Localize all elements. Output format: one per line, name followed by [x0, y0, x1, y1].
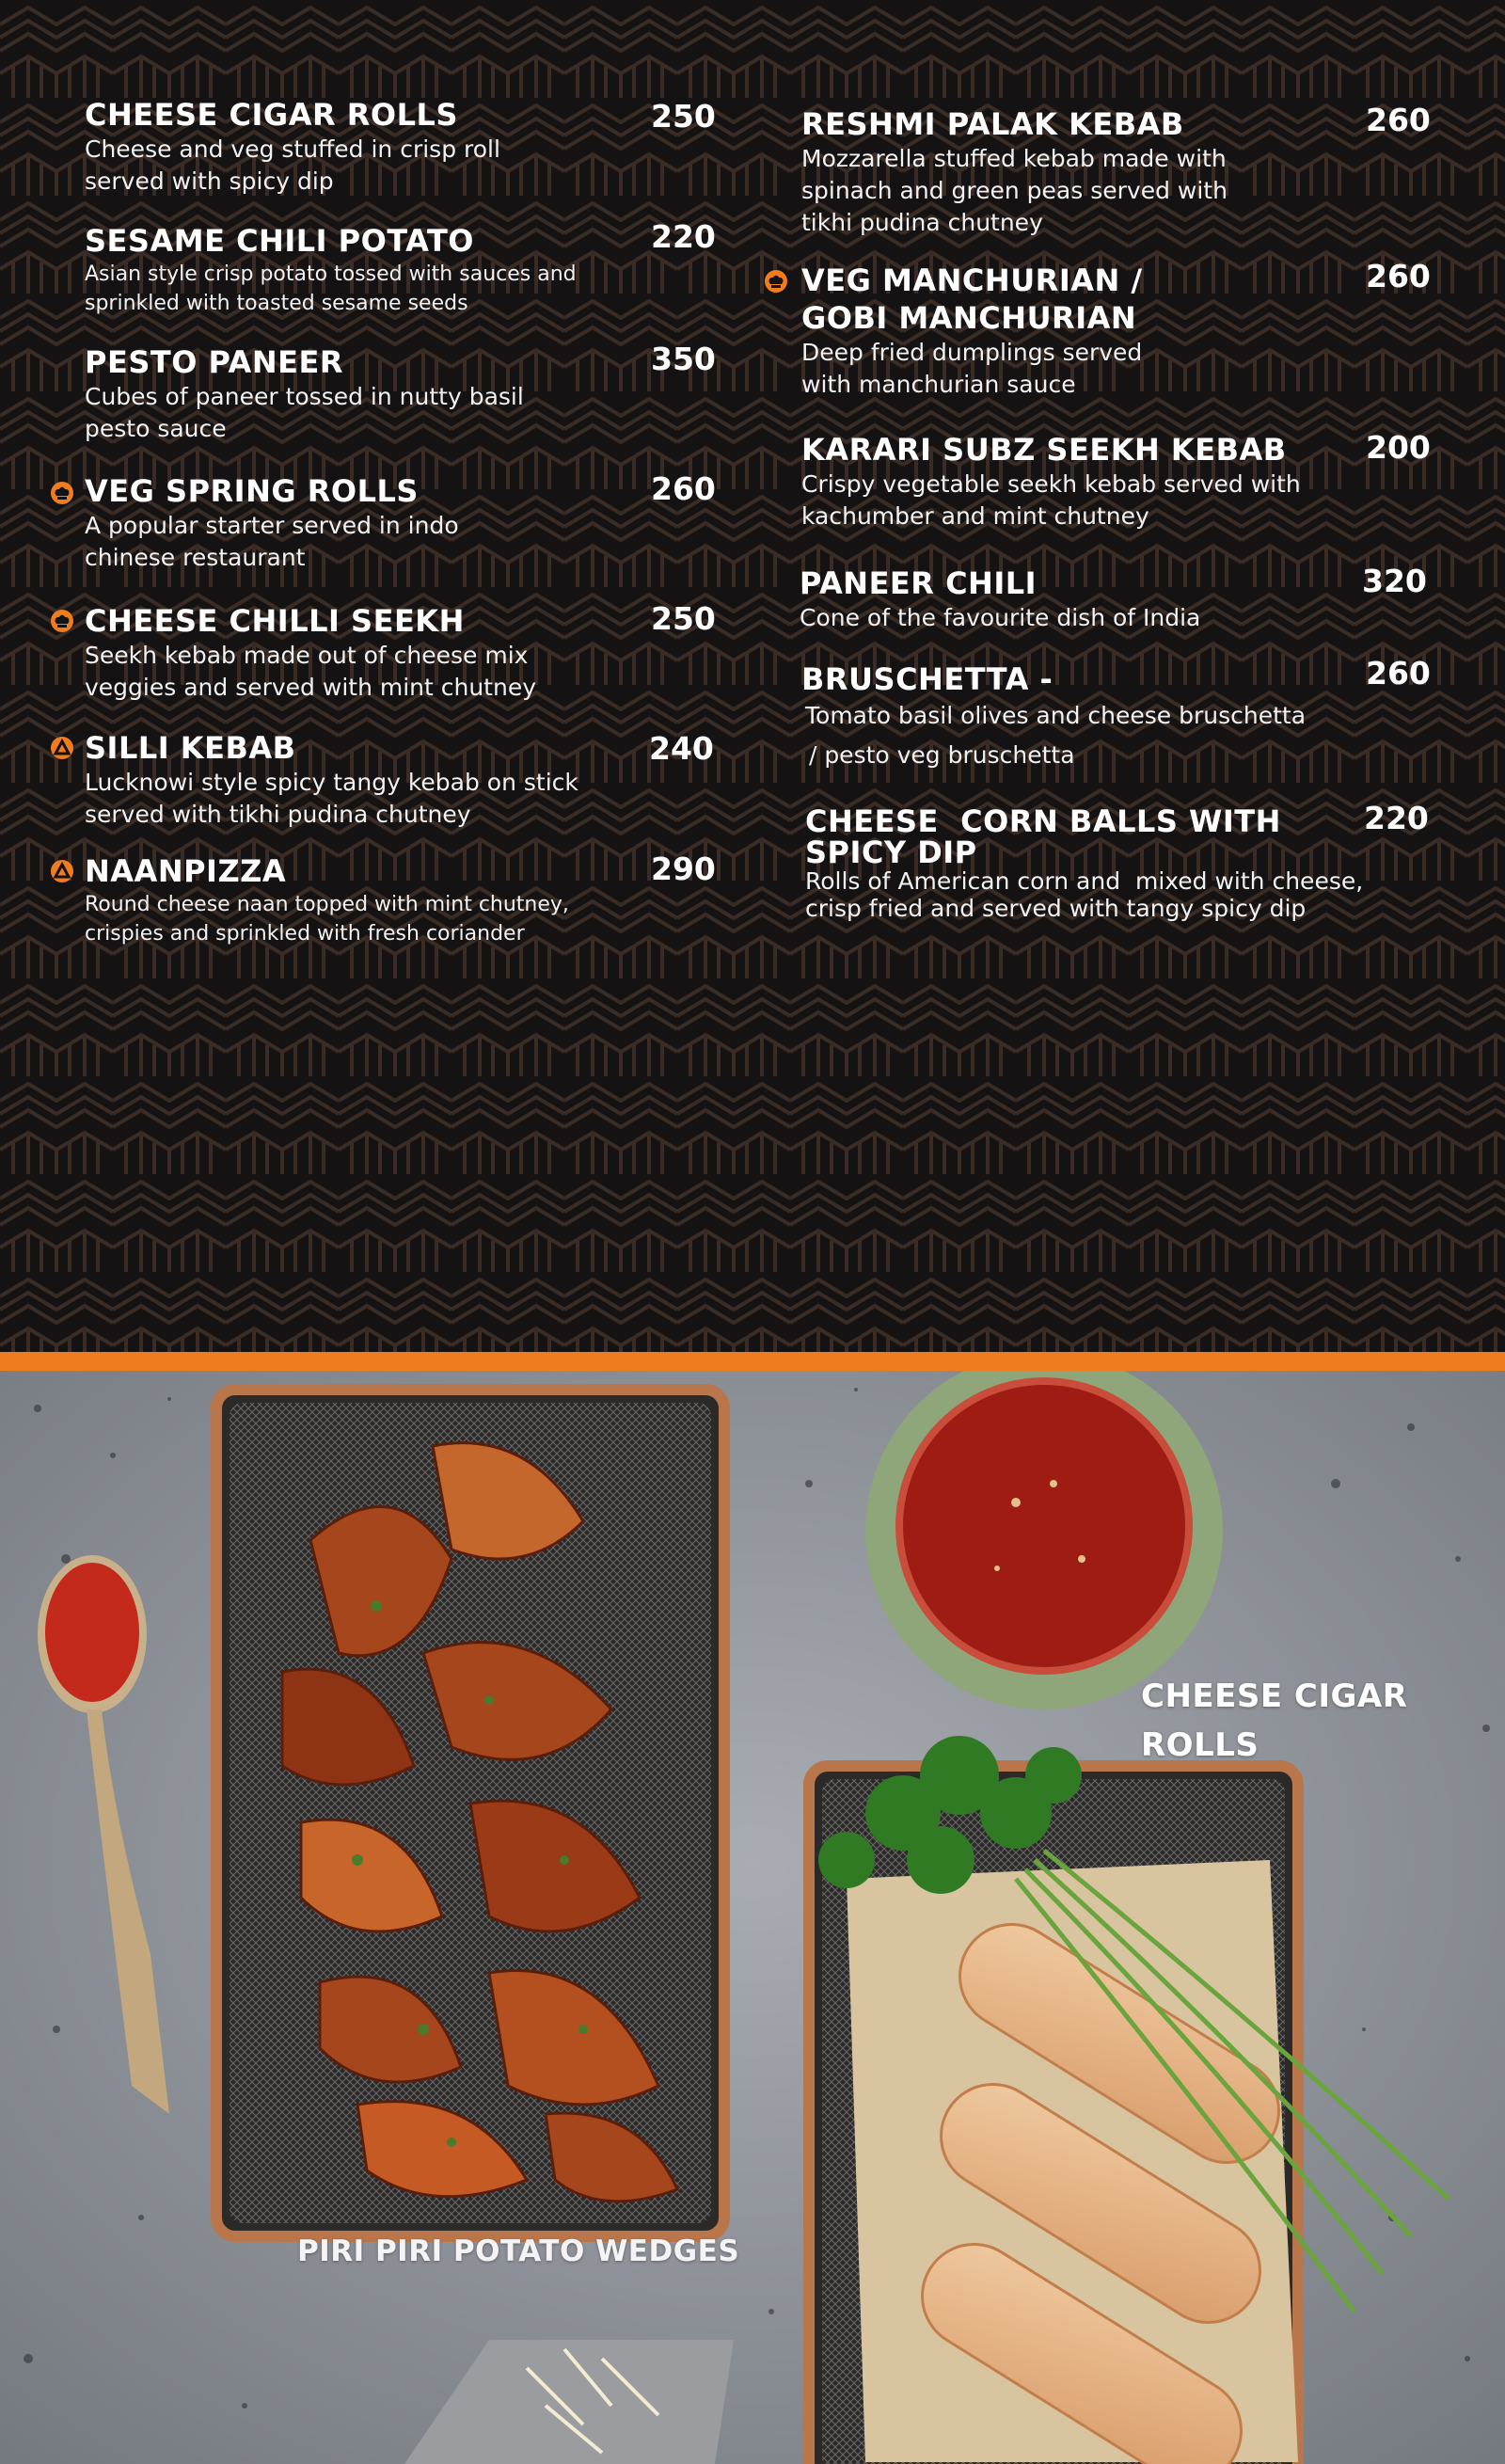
menu-item-cheese-chilli-seekh [85, 602, 649, 704]
item-name: PESTO PANEER [85, 344, 343, 380]
item-desc: chinese restaurant [85, 544, 306, 571]
item-name: CHEESE CORN BALLS WITH [805, 803, 1281, 839]
item-desc: crisp fried and served with tangy spicy dip [805, 895, 1307, 922]
item-desc: tikhi pudina chutney [801, 209, 1043, 236]
item-price: 350 [651, 341, 716, 377]
menu-item-karari-subz-seekh-kebab [801, 431, 1385, 533]
item-price: 260 [1366, 102, 1431, 138]
item-name: RESHMI PALAK KEBAB [801, 106, 1184, 142]
item-name: PANEER CHILI [800, 565, 1038, 601]
item-price: 260 [1366, 655, 1431, 692]
item-price: 260 [1366, 258, 1431, 294]
item-name: SILLI KEBAB [85, 730, 296, 766]
item-price: 200 [1366, 429, 1431, 466]
item-desc: Lucknowi style spicy tangy kebab on stick [85, 769, 578, 796]
item-desc: Rolls of American corn and mixed with cheese, [805, 867, 1364, 895]
item-price: 250 [651, 98, 716, 135]
item-desc: spinach and green peas served with [801, 177, 1228, 204]
menu-item-naanpizza [85, 852, 649, 948]
item-name: CHEESE CHILLI SEEKH [85, 603, 465, 639]
item-desc: Deep fried dumplings served [801, 339, 1143, 366]
menu-item-veg-manchurian [801, 262, 1366, 401]
chef-hat-icon [51, 482, 73, 504]
chef-hat-icon [51, 610, 73, 632]
item-desc: Cone of the favourite dish of India [800, 604, 1201, 631]
item-name: VEG MANCHURIAN / [801, 262, 1143, 298]
item-name-line-2: SPICY DIP [805, 835, 977, 870]
menu-item-paneer-chili [800, 564, 1364, 634]
item-price: 290 [651, 850, 716, 887]
item-desc: Tomato basil olives and cheese bruschetta [805, 702, 1307, 729]
photo-label-line: CHEESE CIGAR [1141, 1677, 1408, 1715]
menu-item-cheese-cigar-rolls [85, 96, 649, 198]
item-desc: / pesto veg bruschetta [801, 741, 1075, 769]
food-photo [0, 1371, 1505, 2464]
item-price: 220 [1364, 800, 1429, 836]
item-desc: Asian style crisp potato tossed with sauces and [85, 262, 577, 286]
item-name: KARARI SUBZ SEEKH KEBAB [801, 432, 1287, 468]
item-name: CHEESE CIGAR ROLLS [85, 97, 458, 133]
orange-divider [0, 1352, 1505, 1371]
item-name: VEG SPRING ROLLS [85, 473, 419, 509]
item-desc: Seekh kebab made out of cheese mix [85, 642, 529, 669]
item-desc: Mozzarella stuffed kebab made with [801, 145, 1227, 172]
menu-item-bruschetta [801, 660, 1385, 771]
chef-special-icon [51, 860, 73, 882]
menu-item-silli-kebab [85, 729, 649, 831]
wedges-basket [216, 1390, 724, 2236]
item-desc: kachumber and mint chutney [801, 502, 1149, 530]
item-desc: Cubes of paneer tossed in nutty basil [85, 383, 524, 410]
menu-item-reshmi-palak-kebab [801, 105, 1366, 239]
photo-label-potato-wedges: PIRI PIRI POTATO WEDGES [297, 2234, 740, 2268]
item-desc: veggies and served with mint chutney [85, 674, 537, 701]
item-price: 320 [1362, 563, 1427, 599]
photo-label-line: ROLLS [1141, 1726, 1259, 1764]
chef-hat-icon [765, 270, 787, 293]
item-price: 250 [651, 600, 716, 637]
item-desc: Cheese and veg stuffed in crisp roll [85, 135, 500, 163]
food-photo-illustration [0, 1371, 1505, 2464]
item-price: 240 [649, 730, 714, 767]
item-name: NAANPIZZA [85, 853, 287, 889]
item-desc: A popular starter served in indo [85, 512, 459, 539]
item-desc: crispies and sprinkled with fresh coriander [85, 922, 525, 946]
menu-item-sesame-chili-potato [85, 222, 649, 318]
item-price: 220 [651, 218, 716, 255]
photo-label-cheese-cigar-rolls [1141, 1672, 1407, 1770]
item-name-line-2: GOBI MANCHURIAN [801, 300, 1137, 336]
item-desc: with manchurian sauce [801, 371, 1076, 398]
item-name: SESAME CHILI POTATO [85, 223, 474, 259]
menu-item-veg-spring-rolls [85, 472, 649, 574]
item-desc: served with spicy dip [85, 167, 334, 195]
menu-item-pesto-paneer [85, 343, 649, 445]
menu-item-cheese-corn-balls [805, 805, 1407, 922]
item-name: BRUSCHETTA - [801, 661, 1054, 697]
item-desc: Round cheese naan topped with mint chutney, [85, 893, 569, 916]
chef-special-icon [51, 737, 73, 759]
item-desc: pesto sauce [85, 415, 227, 442]
item-desc: Crispy vegetable seekh kebab served with [801, 470, 1301, 498]
item-desc: sprinkled with toasted sesame seeds [85, 292, 468, 315]
item-price: 260 [651, 470, 716, 507]
item-desc: served with tikhi pudina chutney [85, 801, 471, 828]
